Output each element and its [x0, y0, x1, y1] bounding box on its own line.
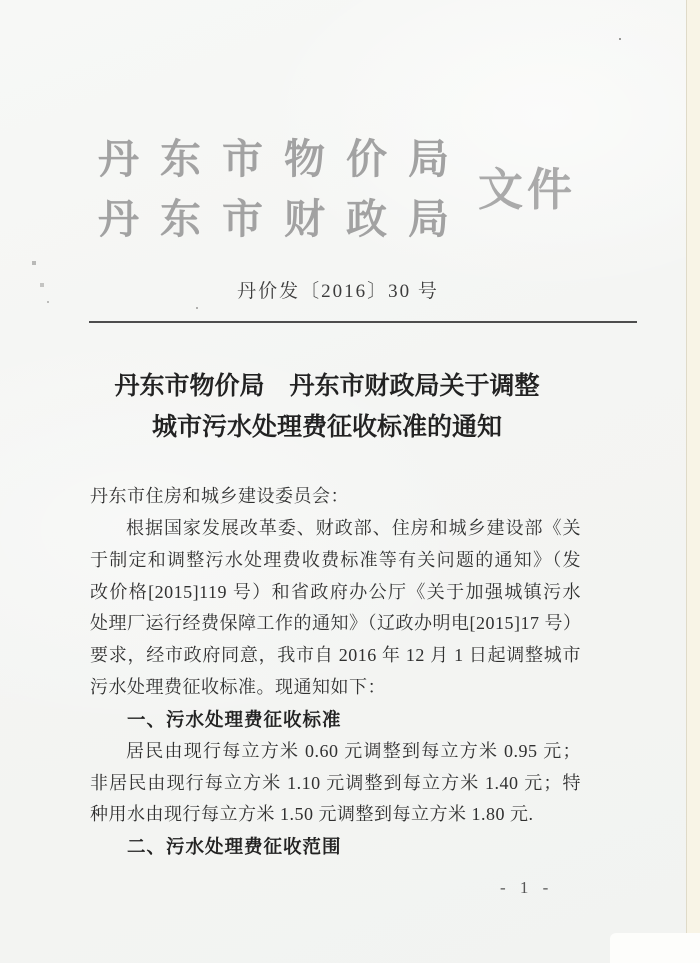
- body-line: 种用水由现行每立方米 1.50 元调整到每立方米 1.80 元.: [90, 804, 534, 825]
- body-section-heading-2: 二、污水处理费征收范围: [127, 836, 342, 858]
- body-line-salutation: 丹东市住房和城乡建设委员会：: [90, 486, 349, 506]
- letterhead-org-line-1: 丹东市物价局: [98, 136, 470, 182]
- document-reference-number: 丹价发〔2016〕30 号: [237, 281, 439, 302]
- scan-edge-strip: [686, 0, 700, 963]
- scan-speckles: [0, 0, 2, 2]
- notice-body: [90, 481, 581, 863]
- scan-corner-patch: [610, 933, 700, 963]
- body-line: 污水处理费征收标准。现通知如下：: [90, 677, 386, 698]
- body-line: 非居民由现行每立方米 1.10 元调整到每立方米 1.40 元；特: [90, 772, 581, 793]
- notice-title: [27, 366, 627, 448]
- letterhead-document-word: 文件: [478, 165, 577, 215]
- page-number: - 1 -: [500, 878, 554, 897]
- notice-title-line-2: 城市污水处理费征收标准的通知: [151, 414, 502, 441]
- notice-title-line-1: 丹东市物价局 丹东市财政局关于调整: [114, 373, 540, 400]
- separator-rule: [89, 321, 637, 323]
- letterhead-org-line-2: 丹东市财政局: [98, 196, 470, 242]
- body-line: 要求，经市政府同意，我市自 2016 年 12 月 1 日起调整城市: [90, 645, 581, 666]
- body-line: 于制定和调整污水处理费收费标准等有关问题的通知》（发: [90, 549, 581, 570]
- body-line: 改价格[2015]119 号）和省政府办公厅《关于加强城镇污水: [90, 581, 581, 602]
- body-line: 居民由现行每立方米 0.60 元调整到每立方米 0.95 元；: [126, 740, 581, 761]
- body-line: 处理厂运行经费保障工作的通知》（辽政办明电[2015]17 号）: [90, 613, 582, 634]
- body-section-heading-1: 一、污水处理费征收标准: [127, 708, 342, 730]
- body-line: 根据国家发展改革委、财政部、住房和城乡建设部《关: [126, 517, 581, 538]
